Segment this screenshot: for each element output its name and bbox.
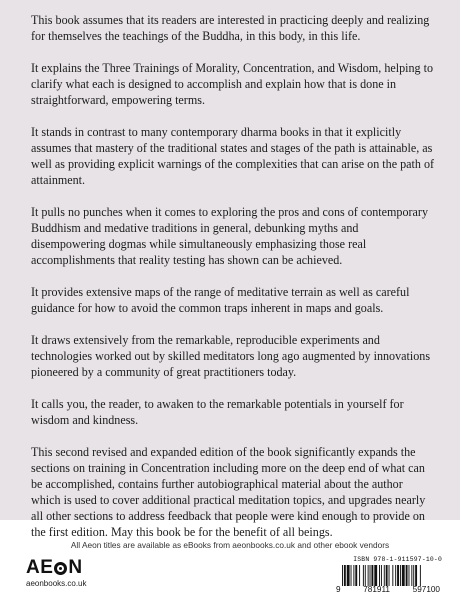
blurb-paragraph: It calls you, the reader, to awaken to the remarkable potentials in yourself for wisdom and kindness. (31, 397, 404, 427)
blurb-paragraph: This book assumes that its readers are interested in practicing deeply and realizing for themselves the teachings of the Buddha, in this body, in this life. (31, 13, 430, 43)
barcode-left-group: 781911 (363, 585, 390, 594)
blurb-paragraph: It pulls no punches when it comes to exploring the pros and cons of contemporary Buddhism and medative traditions in general, debunking myths and disempowering dogmas while simultaneously emphasizing those real accomplishments that reality testing has shown can be achieved. (31, 205, 428, 267)
blurb-text (31, 12, 435, 556)
isbn-label: ISBN 978-1-911597-10-0 (353, 556, 442, 563)
blurb-paragraph: It explains the Three Trainings of Morality, Concentration, and Wisdom, helping to clarify what each is designed to accomplish and explain how that is done in straightforward, empowering terms. (31, 61, 434, 107)
barcode-digits (334, 585, 442, 594)
blurb-paragraph: It provides extensive maps of the range of meditative terrain as well as careful guidance for how to avoid the common traps inherent in maps and goals. (31, 285, 410, 315)
blurb-paragraph: It stands in contrast to many contemporary dharma books in that it explicitly assumes that mastery of the traditional states and stages of the path is attainable, as well as providing explicit warnings of the complexities that can arise on the path of attainment. (31, 125, 435, 187)
logo-letters-left: AE (26, 557, 54, 578)
logo-letters-right: N (68, 557, 83, 578)
barcode-bars (334, 565, 442, 586)
aeon-wordmark (26, 558, 86, 578)
eye-o-icon (54, 562, 67, 575)
isbn-barcode (334, 556, 442, 594)
ebook-availability-note: All Aeon titles are available as eBooks from aeonbooks.co.uk and other ebook vendors (70, 540, 390, 550)
publisher-logo (26, 558, 86, 588)
barcode-right-group: 597100 (412, 585, 440, 594)
blurb-paragraph: This second revised and expanded edition of the book significantly expands the sections on training in Concentration including more on the deep end of what can be accomplished, contains further autobiographical material about the author which is used to cover additional practical meditation topics, and upgrades nearly all other sections to address feedback that people were kind enough to provide on the first edition. May this book be for the benefit of all beings. (31, 445, 426, 539)
barcode-lead-digit: 9 (336, 585, 341, 594)
publisher-url: aeonbooks.co.uk (26, 579, 87, 588)
blurb-paragraph: It draws extensively from the remarkable, reproducible experiments and technologies worked out by skilled meditators long ago augmented by innovations pioneered by a community of great practitioners today. (31, 333, 431, 379)
